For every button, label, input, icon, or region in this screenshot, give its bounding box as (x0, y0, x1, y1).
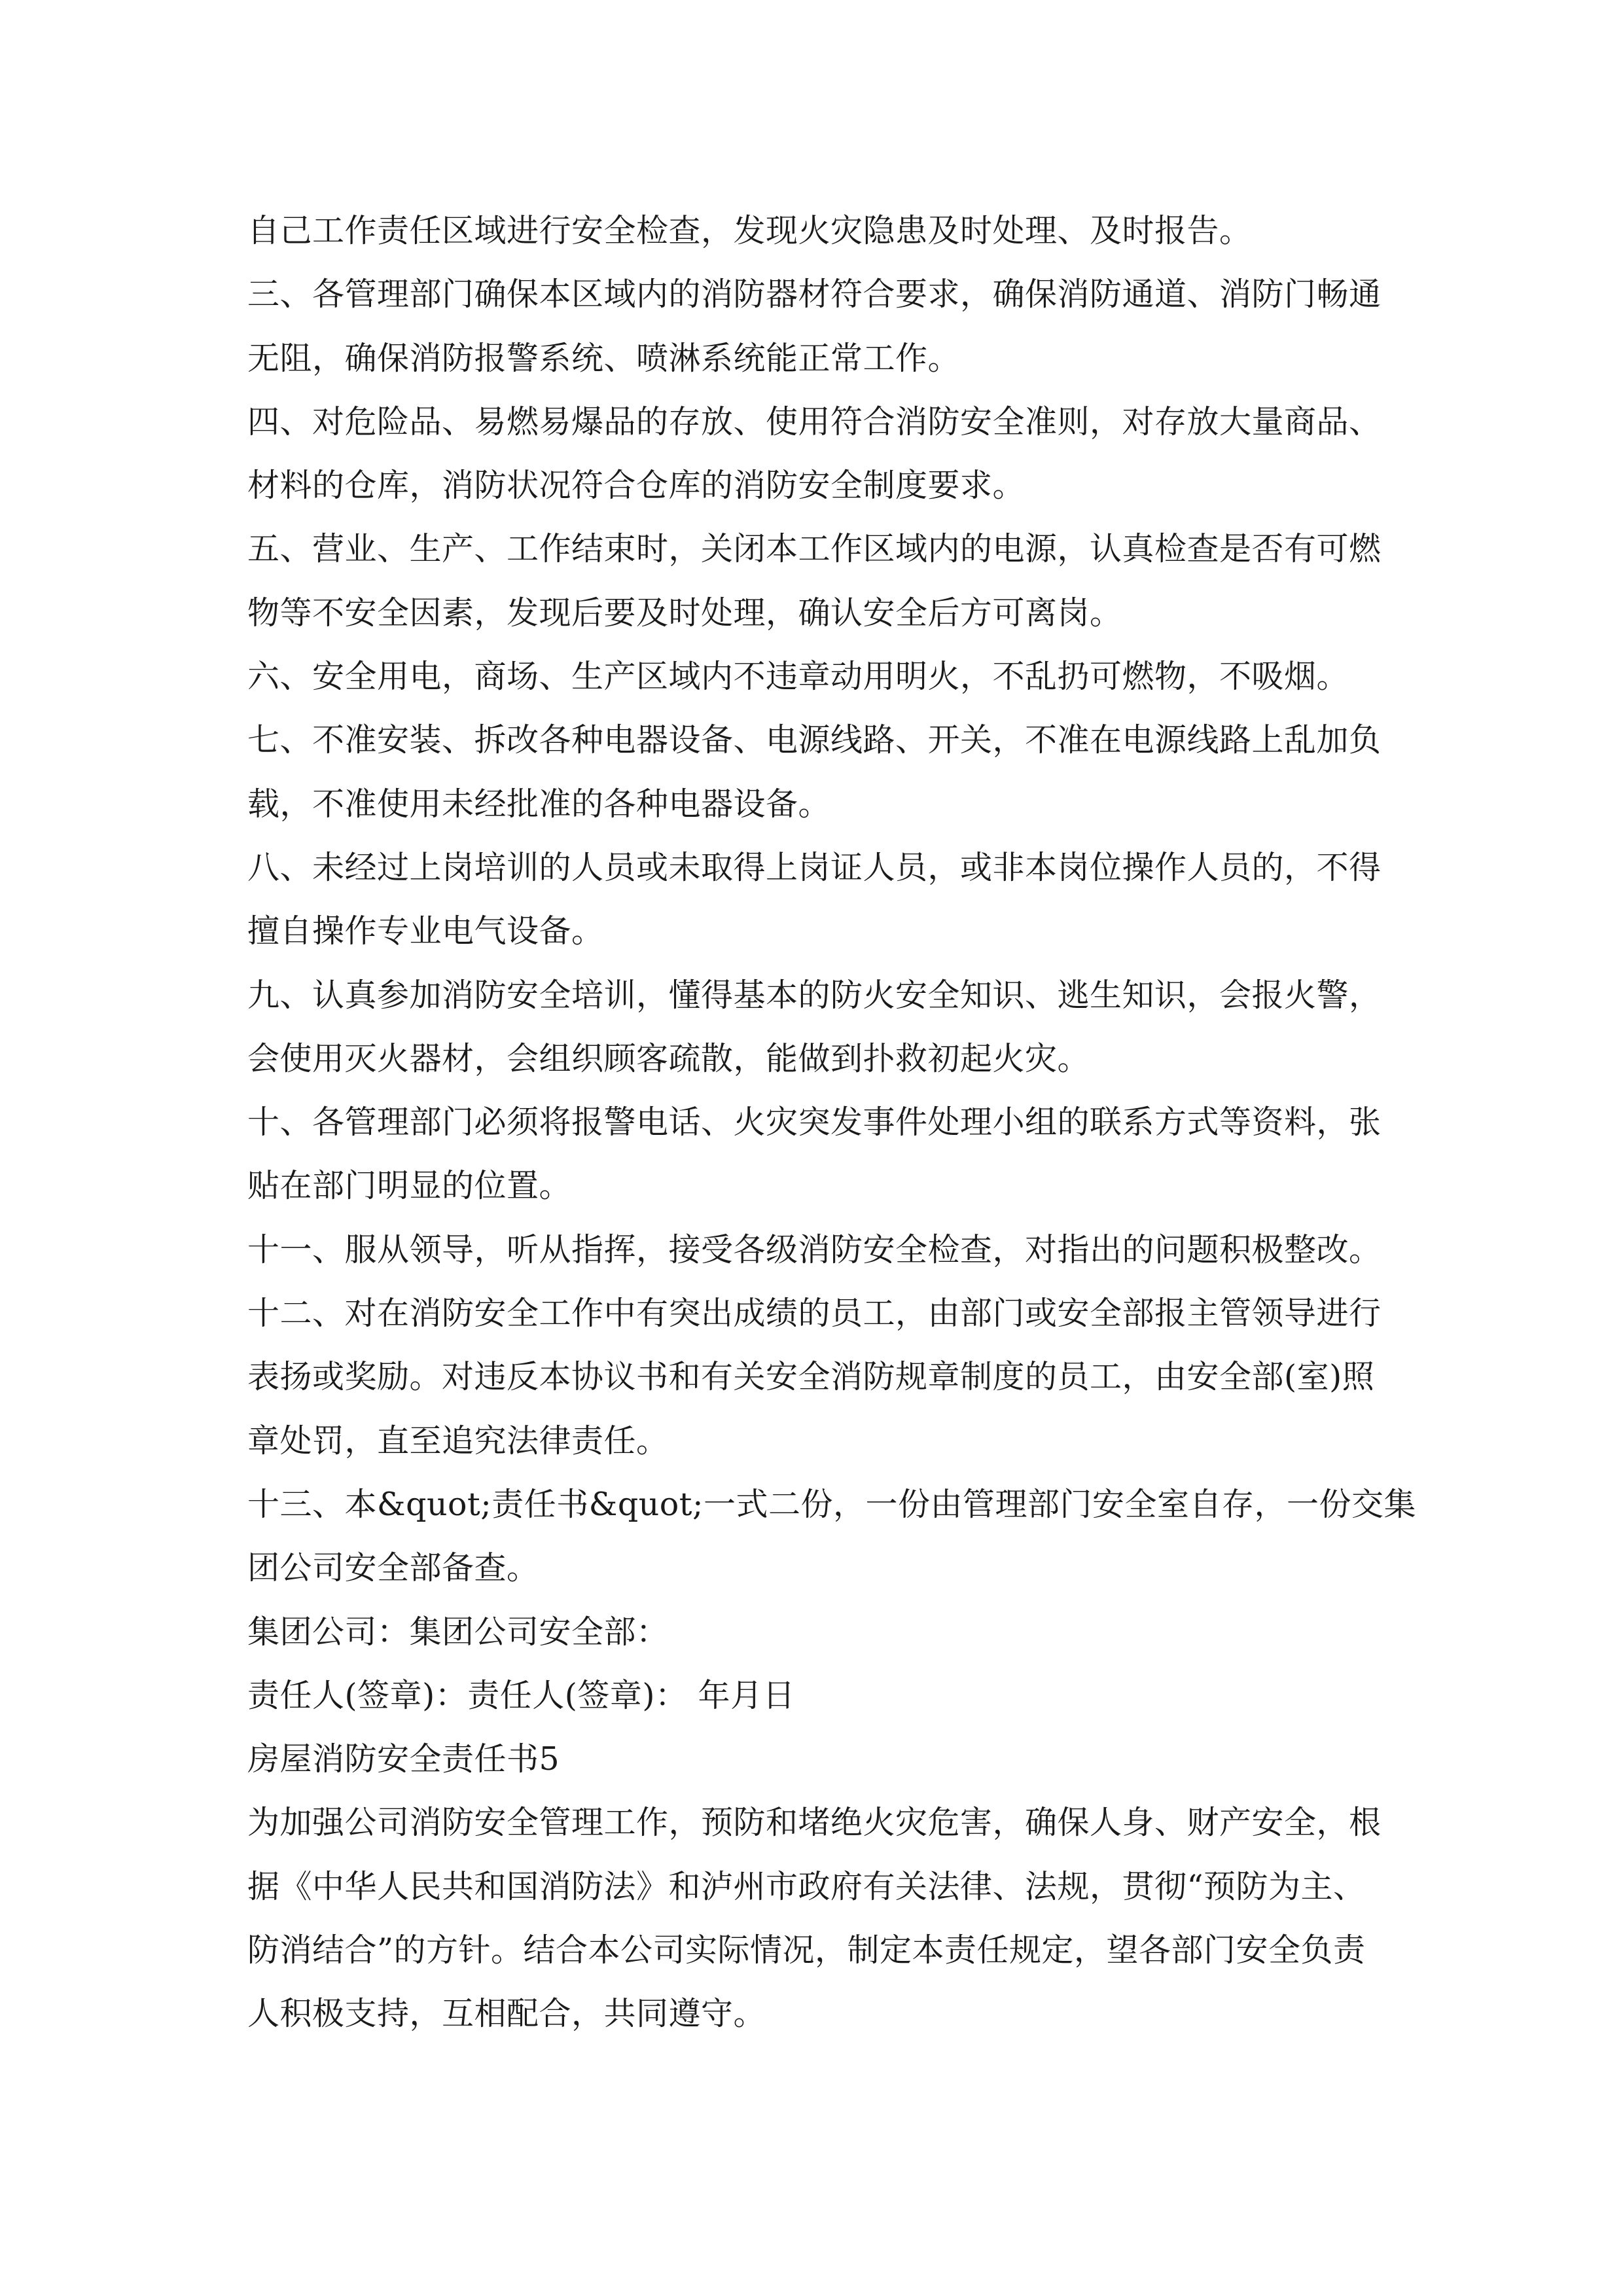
text-line: 表扬或奖励。对违反本协议书和有关安全消防规章制度的员工，由安全部(室)照 (247, 1358, 1375, 1396)
text-line: 材料的仓库，消防状况符合仓库的消防安全制度要求。 (247, 467, 1026, 505)
signature-line: 责任人(签章)：责任人(签章)： 年月日 (247, 1676, 796, 1714)
text-line: 十一、服从领导，听从指挥，接受各级消防安全检查，对指出的问题积极整改。 (247, 1230, 1382, 1268)
text-line: 三、各管理部门确保本区域内的消防器材符合要求，确保消防通道、消防门畅通 (247, 276, 1382, 314)
text-line: 人积极支持，互相配合，共同遵守。 (247, 1995, 766, 2033)
text-line: 会使用灭火器材，会组织顾客疏散，能做到扑救初起火灾。 (247, 1039, 1090, 1077)
text-line: 无阻，确保消防报警系统、喷淋系统能正常工作。 (247, 339, 961, 377)
text-line: 十、各管理部门必须将报警电话、火灾突发事件处理小组的联系方式等资料，张 (247, 1103, 1382, 1141)
text-line: 七、不准安装、拆改各种电器设备、电源线路、开关，不准在电源线路上乱加负 (247, 721, 1382, 759)
text-line: 十二、对在消防安全工作中有突出成绩的员工，由部门或安全部报主管领导进行 (247, 1295, 1382, 1333)
text-line: 六、安全用电，商场、生产区域内不违章动用明火，不乱扔可燃物，不吸烟。 (247, 658, 1349, 696)
text-line: 四、对危险品、易燃易爆品的存放、使用符合消防安全准则，对存放大量商品、 (247, 403, 1382, 440)
text-line: 十三、本&quot;责任书&quot;一式二份，一份由管理部门安全室自存，一份交集 (247, 1485, 1416, 1523)
document-body (247, 199, 1416, 2046)
text-line: 据《中华人民共和国消防法》和泸州市政府有关法律、法规，贯彻“预防为主、 (247, 1867, 1366, 1905)
text-line: 团公司安全部备查。 (247, 1549, 539, 1587)
text-line: 载，不准使用未经批准的各种电器设备。 (247, 785, 831, 823)
text-line: 擅自操作专业电气设备。 (247, 912, 604, 950)
text-line: 九、认真参加消防安全培训，懂得基本的防火安全知识、逃生知识，会报火警， (247, 976, 1382, 1014)
section-title: 房屋消防安全责任书5 (247, 1740, 560, 1778)
text-line: 自己工作责任区域进行安全检查，发现火灾隐患及时处理、及时报告。 (247, 212, 1252, 249)
text-line: 章处罚，直至追究法律责任。 (247, 1422, 669, 1460)
text-line: 五、营业、生产、工作结束时，关闭本工作区域内的电源，认真检查是否有可燃 (247, 530, 1382, 568)
text-line: 防消结合”的方针。结合本公司实际情况，制定本责任规定，望各部门安全负责 (247, 1931, 1366, 1969)
text-line: 为加强公司消防安全管理工作，预防和堵绝火灾危害，确保人身、财产安全，根 (247, 1804, 1382, 1842)
text-line: 八、未经过上岗培训的人员或未取得上岗证人员，或非本岗位操作人员的，不得 (247, 848, 1382, 886)
signature-line: 集团公司：集团公司安全部： (247, 1613, 669, 1651)
text-line: 物等不安全因素，发现后要及时处理，确认安全后方可离岗。 (247, 594, 1122, 632)
text-line: 贴在部门明显的位置。 (247, 1167, 572, 1205)
